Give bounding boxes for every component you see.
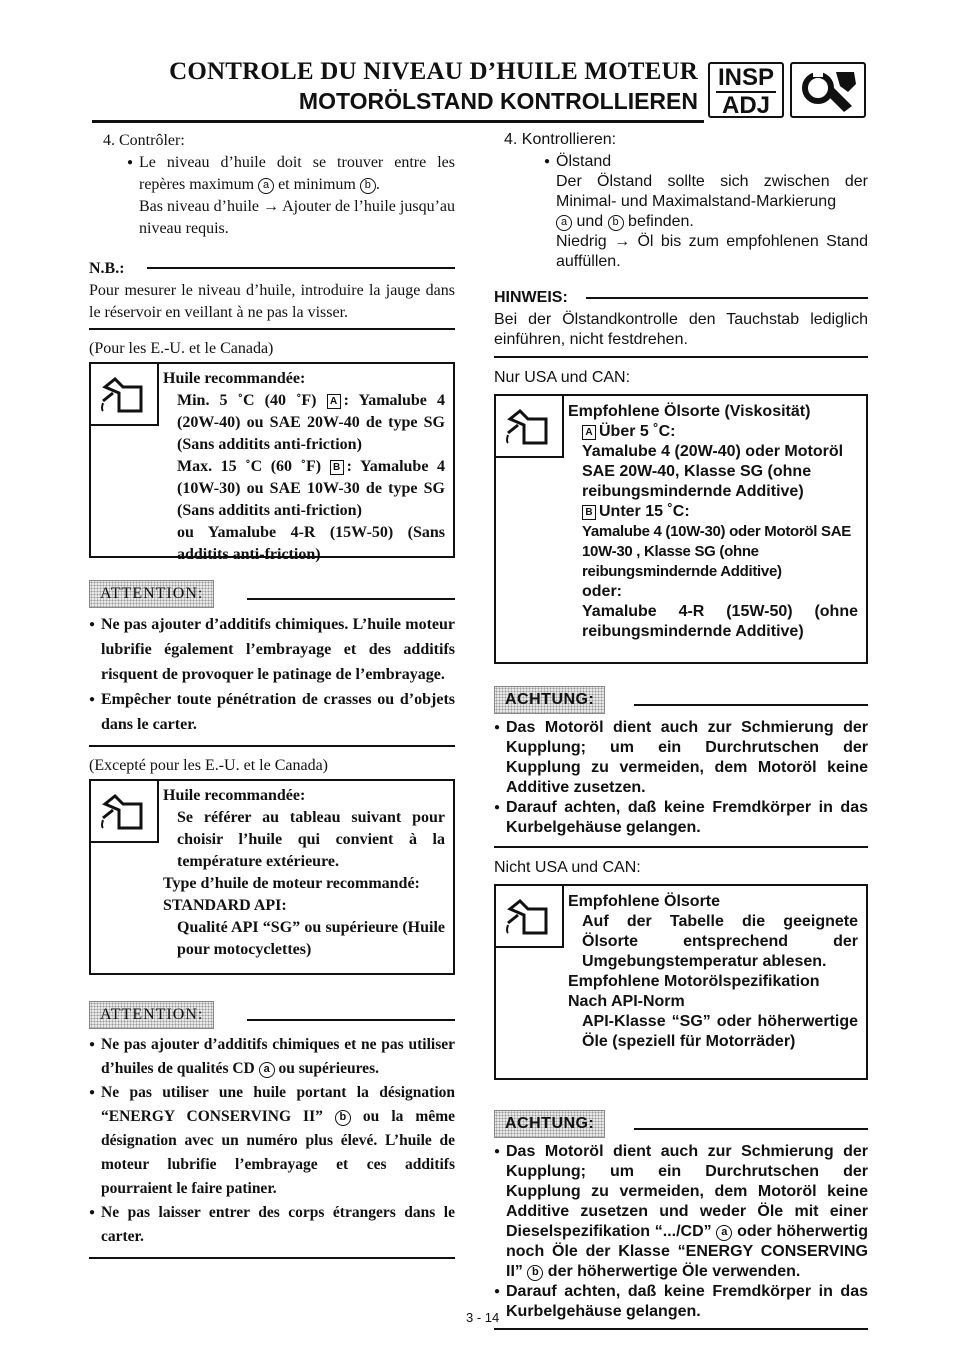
attention-header-1 bbox=[89, 580, 455, 612]
hinweis-end-rule bbox=[494, 356, 868, 358]
bullet-text: und bbox=[572, 213, 608, 230]
us-label-fr: (Pour les E.-U. et le Canada) bbox=[89, 340, 274, 357]
achtung-end-rule bbox=[494, 1328, 868, 1330]
attention-end-rule bbox=[89, 1257, 455, 1259]
header-rule bbox=[92, 120, 704, 123]
hinweis-text: Bei der Ölstandkontrolle den Tauchstab lediglich einführen, nicht festdrehen. bbox=[494, 311, 868, 348]
nb-header bbox=[89, 256, 455, 280]
mark-B: B bbox=[582, 505, 596, 520]
achtung-1-item: ● Das Motoröl dient auch zur Schmierung der Kupplung; um ein Durchrutschen der Kupplung zu vermeiden, dem Motoröl keine Additive zusetzen. bbox=[494, 718, 868, 798]
attention-rule bbox=[247, 1019, 455, 1021]
oil-can-icon bbox=[91, 781, 159, 843]
hinweis-rule bbox=[586, 297, 868, 299]
box1-line2b: : Yamalube 4 (10W-30) ou SAE 10W-30 de type SG (Sans additits anti-friction) bbox=[177, 458, 446, 519]
step-4-fr: 4. Contrôler: bbox=[103, 132, 185, 149]
nb-rule bbox=[147, 267, 455, 269]
attention-1-item: ● Empêcher toute pénétration de crasses ou d’objets dans le carter. bbox=[89, 687, 455, 737]
recommended-oil-box-us-de bbox=[494, 394, 868, 664]
box2-line2: Type d’huile de moteur recommandé: bbox=[163, 875, 420, 892]
oil-can-icon bbox=[496, 886, 564, 948]
achtung-2-item bbox=[494, 1142, 868, 1282]
achtung-header-1 bbox=[494, 686, 868, 718]
achtung-header-2 bbox=[494, 1110, 868, 1142]
nb-text: Pour mesurer le niveau d’huile, introduire la jauge dans le réservoir en veillant à ne pas la visser. bbox=[89, 282, 455, 321]
attention-end-rule bbox=[89, 745, 455, 747]
attention-label: ATTENTION: bbox=[89, 1001, 214, 1029]
attention-rule bbox=[247, 598, 455, 600]
box2-line4: Qualité API “SG” ou supérieure (Huile pour motocyclettes) bbox=[177, 919, 445, 958]
non-us-label-de: Nicht USA und CAN: bbox=[494, 859, 641, 876]
mark-B: B bbox=[330, 460, 344, 475]
mark-b: b bbox=[527, 1265, 543, 1281]
box1-line3: ou Yamalube 4-R (15W-50) (Sans additits anti-friction) bbox=[177, 524, 445, 563]
mark-a: a bbox=[716, 1225, 732, 1241]
attention-2-item bbox=[89, 1033, 455, 1081]
box2-title-de: Empfohlene Ölsorte bbox=[568, 893, 721, 910]
attention-text: ou supérieures. bbox=[274, 1060, 379, 1077]
box2-line2-de: Empfohlene Motorölspezifikation bbox=[568, 973, 820, 990]
mark-a: a bbox=[556, 215, 572, 231]
achtung-text: Das Motoröl dient auch zur Schmierung der Kupplung; um ein Durchrutschen der Kupplung zu vermeiden, dem Motoröl keine Additive zusetzen und weder Öle mit einer Dieselspezifikation “.../CD” bbox=[506, 1143, 868, 1240]
attention-2-list bbox=[89, 1033, 455, 1249]
attention-text: Ne pas ajouter d’additifs chimiques et ne pas utiliser d’huiles de qualités CD bbox=[101, 1036, 455, 1077]
mark-a: a bbox=[259, 1062, 275, 1078]
low-level-de: Niedrig → Öl bis zum empfohlenen Stand auffüllen. bbox=[556, 233, 868, 270]
recommended-oil-box-us-fr bbox=[89, 362, 455, 563]
box1-B-text: Yamalube 4 (10W-30) oder Motoröl SAE 10W-30 , Klasse SG (ohne reibungsmindernde Additive) bbox=[582, 523, 851, 580]
box2-title-fr: Huile recommandée: bbox=[163, 787, 306, 804]
box2-line3: STANDARD API: bbox=[163, 897, 287, 914]
box2-line3-de: Nach API-Norm bbox=[568, 993, 685, 1010]
page-title-de: MOTORÖLSTAND KONTROLLIEREN bbox=[298, 88, 698, 114]
achtung-text: oder höherwertig noch Öle der Klasse “ENERGY CONSERVING II” bbox=[506, 1223, 869, 1280]
achtung-2-list bbox=[494, 1142, 868, 1322]
box1-A-label: Über 5 ˚C: bbox=[599, 423, 676, 440]
attention-text: Ne pas utiliser une huile portant la désignation “ENERGY CONSERVING II” bbox=[101, 1084, 455, 1125]
box1-A-text: Yamalube 4 (20W-40) oder Motoröl SAE 20W-40, Klasse SG (ohne reibungsmindernde Additive) bbox=[582, 443, 844, 500]
mark-b: b bbox=[608, 215, 624, 231]
mark-A: A bbox=[582, 425, 596, 440]
page-title-fr: CONTROLE DU NIVEAU D’HUILE MOTEUR bbox=[169, 58, 698, 85]
achtung-end-rule bbox=[494, 846, 868, 848]
box1-last: Yamalube 4-R (15W-50) (ohne reibungsmindernde Additive) bbox=[582, 603, 858, 640]
badge-adj: ADJ bbox=[716, 91, 776, 118]
nb-label: N.B.: bbox=[89, 260, 125, 277]
german-column bbox=[494, 130, 868, 1330]
page-number: 3 - 14 bbox=[466, 1310, 500, 1325]
non-us-label-fr: (Excepté pour les E.-U. et le Canada) bbox=[89, 757, 329, 774]
achtung-text: der höherwertige Öle verwenden. bbox=[543, 1263, 801, 1280]
achtung-rule bbox=[634, 1128, 868, 1130]
achtung-1-item: ● Darauf achten, daß keine Fremdkörper in das Kurbelgehäuse gelangen. bbox=[494, 798, 868, 838]
low-level-fr: Bas niveau d’huile → Ajouter de l’huile jusqu’au niveau requis. bbox=[139, 198, 455, 237]
oil-can-icon bbox=[496, 396, 564, 458]
recommended-oil-box-nonus-de bbox=[494, 884, 868, 1080]
attention-1-list bbox=[89, 612, 455, 737]
hinweis-label: HINWEIS: bbox=[494, 289, 568, 306]
box1-title-fr: Huile recommandée: bbox=[163, 370, 306, 387]
achtung-label: ACHTUNG: bbox=[494, 686, 605, 714]
attention-label: ATTENTION: bbox=[89, 580, 214, 608]
box1-line1b: : Yamalube 4 (20W-40) ou SAE 20W-40 de type SG (Sans additits anti-friction) bbox=[177, 392, 446, 453]
achtung-label: ACHTUNG: bbox=[494, 1110, 605, 1138]
attention-text: ou la même désignation avec un numéro plus élevé. L’huile de moteur lubrifie l’embrayage et ces additifs pourraient le faire patiner. bbox=[101, 1108, 455, 1197]
attention-header-2 bbox=[89, 1001, 455, 1033]
achtung-1-list bbox=[494, 718, 868, 838]
oil-level-text-de bbox=[556, 172, 868, 232]
bullet-text: Der Ölstand sollte sich zwischen der Minimal- und Maximalstand-Markierung bbox=[556, 173, 868, 210]
bullet-title: Ölstand bbox=[556, 153, 612, 170]
box1-title-de: Empfohlene Ölsorte (Viskosität) bbox=[568, 403, 811, 420]
mark-a: a bbox=[258, 178, 274, 194]
bullet-oil-level-de bbox=[544, 152, 868, 172]
attention-2-item bbox=[89, 1081, 455, 1201]
badge-insp: INSP bbox=[717, 64, 774, 91]
mark-b: b bbox=[335, 1110, 351, 1126]
box1-B-label: Unter 15 ˚C: bbox=[599, 503, 690, 520]
bullet-text: Le niveau d’huile doit se trouver entre les repères maximum bbox=[139, 154, 455, 193]
bullet-text: et minimum bbox=[274, 176, 360, 193]
step-4-de: 4. Kontrollieren: bbox=[504, 131, 617, 148]
attention-2-item: ● Ne pas laisser entrer des corps étrangers dans le carter. bbox=[89, 1201, 455, 1249]
nb-end-rule bbox=[89, 328, 455, 330]
box1-line2: Max. 15 ˚C (60 ˚F) bbox=[177, 458, 330, 475]
recommended-oil-box-nonus-fr bbox=[89, 779, 455, 975]
insp-adj-badge bbox=[708, 62, 784, 118]
achtung-2-item: ● Darauf achten, daß keine Fremdkörper in das Kurbelgehäuse gelangen. bbox=[494, 1282, 868, 1322]
bullet-text: befinden. bbox=[623, 213, 694, 230]
achtung-rule bbox=[634, 704, 868, 706]
box2-line1: Se référer au tableau suivant pour choisir l’huile qui convient à la température extérieure. bbox=[177, 809, 445, 870]
attention-1-item: ● Ne pas ajouter d’additifs chimiques. L’huile moteur lubrifie également l’embrayage et des additifs risquent de provoquer le patinage de l’embrayage. bbox=[89, 612, 455, 687]
hinweis-header bbox=[494, 286, 868, 310]
mark-A: A bbox=[327, 394, 341, 409]
us-label-de: Nur USA und CAN: bbox=[494, 369, 631, 386]
box2-line4-de: API-Klasse “SG” oder höherwertige Öle (speziell für Motorräder) bbox=[582, 1013, 858, 1050]
box2-line1-de: Auf der Tabelle die geeignete Ölsorte entsprechend der Umgebungstemperatur ablesen. bbox=[582, 913, 858, 970]
oil-can-icon bbox=[91, 364, 159, 426]
french-column bbox=[89, 130, 455, 1259]
bullet-text: . bbox=[375, 176, 380, 193]
wrench-icon bbox=[790, 62, 866, 118]
bullet-oil-level-fr bbox=[127, 152, 455, 196]
box1-oder: oder: bbox=[582, 583, 622, 600]
box1-line1: Min. 5 ˚C (40 ˚F) bbox=[177, 392, 327, 409]
mark-b: b bbox=[360, 178, 376, 194]
